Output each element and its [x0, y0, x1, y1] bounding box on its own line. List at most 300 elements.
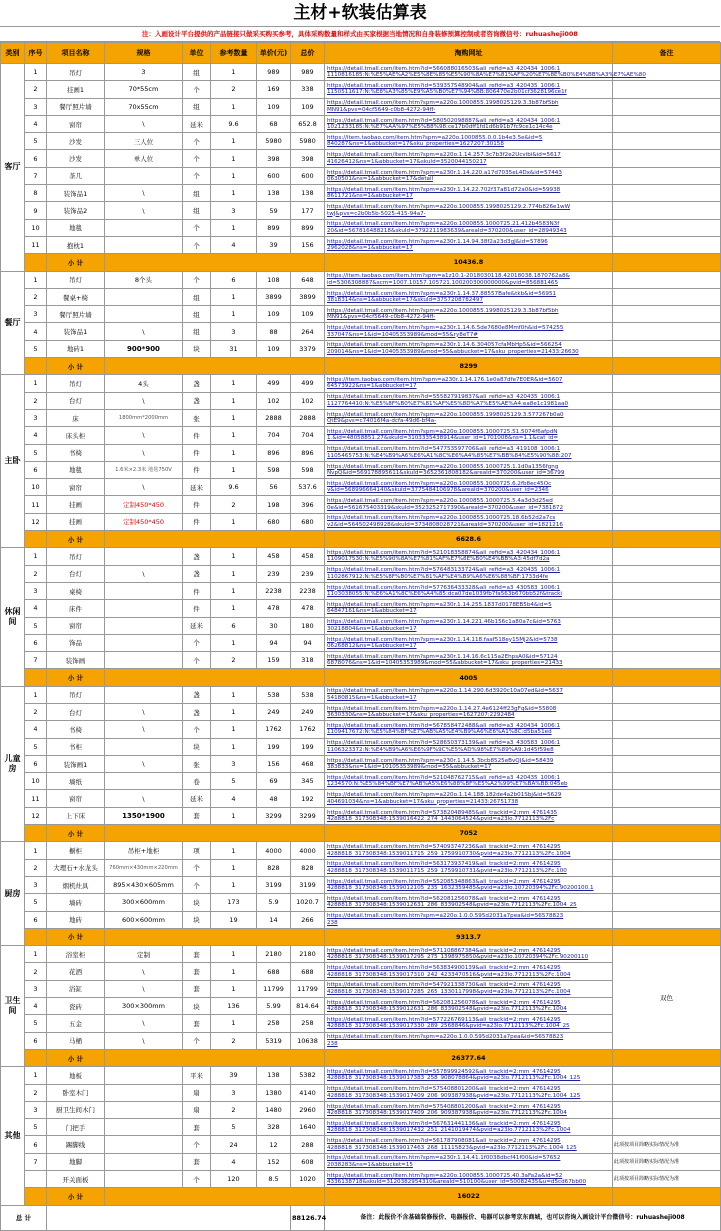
row-price: 138	[257, 1067, 291, 1084]
row-name: 台灯	[47, 703, 105, 720]
url-line-1[interactable]: https://detail.tmall.com/item.htm?id=574093747236&ali_trackid=2:mm_47614295	[327, 844, 561, 851]
row-url-link[interactable]	[325, 790, 613, 807]
url-line-2[interactable]: 1.&id=48058851.27&skuId=3103335438914&user_id=1701008&ns=1.1&cat_id=	[327, 435, 559, 442]
url-line-1[interactable]: https://detail.tmall.com/item.htm?spm=a220o.1.14.188.182de4a2b01Sbj&id=5629	[327, 792, 562, 799]
row-seq: 6	[25, 911, 47, 928]
url-line-1[interactable]: https://detail.tmall.com/item.htm?spm=a220o.1000855.1000725.21.412b4583N3f	[327, 221, 560, 228]
table-row	[1, 617, 721, 634]
table-row	[1, 444, 721, 461]
row-url-link[interactable]	[325, 807, 613, 824]
url-line-2[interactable]: 1150511617:N:%E8%A3%85%E9%A5%B0%E7%94%BB:806470e2b01cf3628196ce1f	[327, 89, 567, 96]
url-line-2[interactable]: id=5306308887&scm=1007.10157.105721.100200300000000&pvid=856881465	[327, 279, 559, 286]
row-url-link[interactable]	[325, 703, 613, 720]
row-total: 5980	[291, 133, 325, 150]
row-total: 4000	[291, 842, 325, 859]
url-line-1[interactable]: https://detail.tmall.com/item.htm?spm=a230r.1.14.6.304057cfaMbHp5&id=566254	[327, 342, 562, 349]
row-url-link[interactable]	[325, 1067, 613, 1084]
row-url-link[interactable]	[325, 185, 613, 202]
row-url-link[interactable]	[325, 876, 613, 893]
url-line-1[interactable]: https://item.taobao.com/item.htm?spm=a1z10.1-2018030118.42018038.1870762a8&	[327, 273, 570, 280]
row-url-link[interactable]	[325, 652, 613, 669]
url-line-1[interactable]: https://detail.tmall.com/item.htm?id=563834900139&ali_trackid=2:mm_47614295	[327, 965, 561, 972]
row-qty: 1	[211, 219, 257, 236]
row-seq: 1	[25, 946, 47, 963]
url-line-1[interactable]: https://detail.tmall.com/item.htm?spm=a230r.1.14.221.46b156c1a80a7c&id=5763	[327, 619, 561, 626]
table-row	[1, 842, 721, 859]
row-url-link[interactable]	[325, 427, 613, 444]
col-category: 类别	[1, 43, 25, 64]
url-line-2[interactable]: 1106323372:N:%E4%B9%A6%E6%9F%9C%E5%AD%98%E7%89%A9:1d45f59e8	[327, 746, 554, 753]
row-url-link[interactable]	[325, 288, 613, 305]
row-name: 瓷砖	[47, 998, 105, 1015]
row-price: 5.99	[257, 998, 291, 1015]
row-name: 窗帘	[47, 115, 105, 132]
url-line-2[interactable]: 54180815&ns=1&abbucket=17	[327, 694, 417, 701]
row-url-link[interactable]	[325, 1119, 613, 1136]
row-url-link[interactable]	[325, 392, 613, 409]
row-total: 5382	[291, 1067, 325, 1084]
row-remark	[613, 479, 721, 496]
row-url-link[interactable]	[325, 617, 613, 634]
url-line-2[interactable]: MN91&pvs=04cf5649-c0b8-4272-94ff-	[327, 106, 436, 113]
url-line-1[interactable]: https://detail.tmall.com/item.htm?id=528650373139&ali_refid=a3_430583_1006:1	[327, 740, 561, 747]
row-url-link[interactable]	[325, 202, 613, 219]
row-qty: 1	[211, 513, 257, 530]
row-qty: 5	[211, 1119, 257, 1136]
table-row	[1, 219, 721, 236]
url-line-2[interactable]: 0630501&ns=1&abbucket=17&detail	[327, 175, 434, 182]
url-line-1[interactable]: https://detail.tmall.com/item.htm?id=552085348863&ali_trackid=2:mm_47614295	[327, 878, 561, 885]
row-url-link[interactable]	[325, 1032, 613, 1049]
url-line-1[interactable]: https://detail.tmall.com/item.htm?id=573820489485&ali_trackid=2:mm_4761435	[327, 809, 558, 816]
row-price: 11799	[257, 980, 291, 997]
row-unit: 个	[183, 721, 211, 738]
row-name: 吊灯	[47, 548, 105, 565]
row-seq: 3	[25, 876, 47, 893]
url-line-2[interactable]: 6878076&ns=1&id=10405353989&mod=55&abbucket=17&sku_properties=21433	[327, 660, 563, 667]
row-price: 199	[257, 738, 291, 755]
room-label: 餐厅	[1, 271, 25, 375]
url-line-1[interactable]: https://detail.tmall.com/item.htm?spm=a220o.1.0.0.595d2031a7pea&id=56578823	[327, 1034, 564, 1041]
row-seq: 5	[25, 894, 47, 911]
row-url-link[interactable]	[325, 306, 613, 323]
url-line-2[interactable]: 238	[327, 919, 338, 926]
url-line-1[interactable]: https://detail.tmall.com/item.htm?id=539357548904&ali_refid=a3_420435_1006:1	[327, 83, 561, 90]
url-line-2[interactable]: 4288818_317308348:1539016422_274_1443064524&pvid=a23lo.7712113%2Fc	[327, 815, 555, 822]
row-remark	[613, 219, 721, 236]
row-name: 门把手	[47, 1119, 105, 1136]
url-line-1[interactable]: https://detail.tmall.com/item.htm?spm=a230r.1.14.6.5de7680e8Mmf0h&id=574255	[327, 325, 564, 332]
row-name: 餐桌+椅	[47, 288, 105, 305]
row-spec	[105, 1119, 183, 1136]
url-line-1[interactable]: https://detail.tmall.com/item.htm?spm=a220o.1000855.1000725.6.2fb8ec45Oc	[327, 480, 552, 487]
url-line-2[interactable]: 1105465753:N:%E4%B9%A6%E6%A1%8C%E6%A4%85%E7%BB%84%E5%90%88:207	[327, 452, 572, 459]
row-total: 266	[291, 911, 325, 928]
row-name: 饰品	[47, 634, 105, 651]
row-unit: 个	[183, 1171, 211, 1188]
url-line-2[interactable]: 209014&ns=1&id=10405353989&mod=55&abbucket=17&sku_properties=21433:26630	[327, 348, 579, 355]
table-row	[1, 894, 721, 911]
url-line-1[interactable]: https://item.taobao.com/item.htm?spm=a230r.1.14.176.1e0a87dfe7E0ER&id=5607	[327, 377, 563, 384]
table-row	[1, 1101, 721, 1118]
row-url-link[interactable]	[325, 1153, 613, 1170]
url-line-1[interactable]: https://detail.tmall.com/item.htm?id=567631441136&ali_trackid=2:mm_47614295	[327, 1120, 561, 1127]
row-seq: 10	[25, 479, 47, 496]
url-line-1[interactable]: https://detail.tmall.com/item.htm?id=562081256078&ali_trackid=2:mm_47614295	[327, 999, 561, 1006]
url-line-2[interactable]: MN91&pvs=04cf5649-c0b8-4272-94ff-	[327, 314, 436, 321]
url-line-1[interactable]: https://detail.tmall.com/item.htm?id=575408801200&ali_trackid=2:mm_47614295	[327, 1103, 561, 1110]
row-url-link[interactable]	[325, 721, 613, 738]
url-line-2[interactable]: twJ&pvs=c2b0b5b-5025-415-94a7-	[327, 210, 426, 217]
url-line-2[interactable]: 1102867912:N:%E5%8F%B0%E7%81%AF%E4%B9%A6%E6%88%BF:1733d4fe	[327, 573, 549, 580]
row-remark	[613, 686, 721, 703]
url-line-2[interactable]: 4288818_317308348:1539017310_242_4233470516&pvid=a23lo.7712113%2Fc.1004	[327, 971, 571, 978]
row-seq: 2	[25, 859, 47, 876]
url-line-2[interactable]: 383833&ns=1&id=10105353989&mod=55&abbucket=17	[327, 764, 492, 771]
url-line-1[interactable]: https://detail.tmall.com/item.htm?id=563173937419&ali_trackid=2:mm_47614295	[327, 861, 561, 868]
table-row	[1, 548, 721, 565]
row-url-link[interactable]	[325, 582, 613, 599]
row-url-link[interactable]	[325, 513, 613, 530]
row-qty: 1	[211, 634, 257, 651]
row-url-link[interactable]	[325, 271, 613, 288]
url-line-1[interactable]: https://detail.tmall.com/item.htm?id=547753597706&ali_refid=a3_419108_1006:1	[327, 446, 561, 453]
row-unit: 套	[183, 1015, 211, 1032]
row-price: 398	[257, 150, 291, 167]
row-total: 538	[291, 686, 325, 703]
row-total: 828	[291, 859, 325, 876]
row-name: 台灯	[47, 565, 105, 582]
url-line-2[interactable]: 0e&id=561675403319&skuId=3523252717390&areaId=370200&user_id=7381872	[327, 504, 564, 511]
row-qty: 9.6	[211, 115, 257, 132]
row-remark	[613, 202, 721, 219]
row-price: 239	[257, 565, 291, 582]
url-line-1[interactable]: https://detail.tmall.com/item.htm?id=571108867384&ali_trackid=2:mm_47614295	[327, 947, 561, 954]
row-qty: 173	[211, 894, 257, 911]
row-qty: 9.6	[211, 479, 257, 496]
url-line-1[interactable]: https://detail.tmall.com/item.htm?spm=a220o.1.14.290.6d3920c10a07ed&id=5637	[327, 688, 563, 695]
row-price: 249	[257, 703, 291, 720]
grand-total-label: 总 计	[1, 1205, 47, 1230]
url-line-1[interactable]: https://detail.tmall.com/item.htm?spm=a220o.1000855.1998025129.2.774b826e1wW	[327, 204, 571, 211]
table-row	[1, 306, 721, 323]
url-line-2[interactable]: 4288818_317308348:1539017383_258_908078864&pvid=a23lo.7712113%2Fc.1004_125	[327, 1075, 581, 1082]
url-line-1[interactable]: https://detail.tmall.com/item.htm?spm=a220o.1000855.1000725.5.4a3d3d25ed	[327, 498, 553, 505]
row-price: 159	[257, 652, 291, 669]
url-line-2[interactable]: 4288818_317308348:1539017295_275_1398975850&pvid=a23lo.10720394%2Fc.90200110	[327, 954, 589, 961]
url-line-2[interactable]: QtE9&pvs=c74016f4a-dcfa-49d6-bf4a-	[327, 418, 437, 425]
url-line-1[interactable]: https://detail.tmall.com/item.htm?spm=a230r.1.14.37.88557Bafe&tkb&id=56951	[327, 290, 557, 297]
url-line-2[interactable]: 1109017530:N:%E5%90%8A%E7%81%AF%E7%8E%B0%E4%BB%A3:45df7d2a	[327, 556, 550, 563]
row-url-link[interactable]	[325, 773, 613, 790]
url-line-1[interactable]: https://detail.tmall.com/item.htm?id=566088016503&ali_refid=a3_420434_1006:1	[327, 65, 561, 72]
row-remark	[613, 773, 721, 790]
row-url-link[interactable]	[325, 894, 613, 911]
table-row	[1, 461, 721, 478]
url-line-2[interactable]: 4288818_317308348:1539012631_286_833902548&pvid=a23lo.7712113%2Fc.1004	[327, 1006, 567, 1013]
col-seq: 序号	[25, 43, 47, 64]
table-row	[1, 1119, 721, 1136]
row-url-link[interactable]	[325, 340, 613, 357]
row-remark	[613, 755, 721, 772]
url-line-2[interactable]: 4288818_317308348:1539012105_235_1632359485&pvid=a23lo.10720394%2Fc.90200100.1	[327, 885, 594, 892]
url-line-2[interactable]: 840287&ns=1&abbucket=17&sku_properties=1627207:30158	[327, 141, 504, 148]
url-line-1[interactable]: https://detail.tmall.com/item.htm?id=575408801200&ali_trackid=2:mm_47614295	[327, 1086, 561, 1093]
subtotal-label: 小 计	[47, 1049, 105, 1066]
row-url-link[interactable]	[325, 600, 613, 617]
row-total: 109	[291, 98, 325, 115]
url-line-2[interactable]: 2962028&ns=1&abbucket=17	[327, 245, 413, 252]
row-qty: 2	[211, 81, 257, 98]
row-name: 厨卫生间木门	[47, 1101, 105, 1118]
row-price: 152	[257, 1153, 291, 1170]
url-line-1[interactable]: https://detail.tmall.com/item.htm?spm=a230r.1.14.22.702f37a81d72a0&id=59938	[327, 186, 561, 193]
row-total: 468	[291, 755, 325, 772]
url-line-1[interactable]: https://detail.tmall.com/item.htm?spm=a230r.1.14.255.1837d0178EB5b4&id=5	[327, 601, 552, 608]
subtotal-row	[1, 358, 721, 375]
url-line-1[interactable]: https://detail.tmall.com/item.htm?spm=a230r.1.14.220.a17d7035eL4Dx&id=57443	[327, 169, 562, 176]
url-line-1[interactable]: https://detail.tmall.com/item.htm?spm=a230r.1.14.118.faaf518ey15Mj2&id=5738	[327, 636, 558, 643]
row-spec	[105, 1136, 183, 1153]
row-price: 88	[257, 323, 291, 340]
url-line-1[interactable]: https://detail.tmall.com/item.htm?id=557899924592&ali_trackid=2:mm_47614295	[327, 1068, 561, 1075]
url-line-1[interactable]: https://detail.tmall.com/item.htm?spm=a220o.1000855.1000725.18.6b52d2a7cs	[327, 515, 556, 522]
row-url-link[interactable]	[325, 219, 613, 236]
url-line-2[interactable]: 30218804&ns=1&abbucket=17	[327, 625, 417, 632]
row-url-link[interactable]	[325, 461, 613, 478]
url-line-1[interactable]: https://detail.tmall.com/item.htm?spm=a220o.1.14.27.4e6124ff23gFq&id=55808	[327, 705, 557, 712]
table-row	[1, 271, 721, 288]
row-name: 窗帘	[47, 790, 105, 807]
row-url-link[interactable]	[325, 409, 613, 426]
row-remark	[613, 306, 721, 323]
row-qty: 2	[211, 652, 257, 669]
row-total: 814.64	[291, 998, 325, 1015]
url-line-1[interactable]: https://detail.tmall.com/item.htm?spm=a230r.1.14.5.3bcb8525eBvQJ&id=58439	[327, 757, 554, 764]
url-line-1[interactable]: https://detail.tmall.com/item.htm?spm=a220o.1000855.1998025129.3.577267b0a0	[327, 411, 564, 418]
url-line-2[interactable]: NvpQ&id=569178895611&skuId=3652361808182&areaId=370200&user_id=36799	[327, 469, 565, 476]
url-line-1[interactable]: https://detail.tmall.com/item.htm?spm=a220o.1.14.257.3c7b3f2e2Ucvibi&id=5617	[327, 152, 561, 159]
url-line-2[interactable]: 4336138718&skuId=3120382954310&areaId=510100&user_id=50082435&u=d5cd67bb00	[327, 1179, 586, 1186]
row-url-link[interactable]	[325, 946, 613, 963]
url-line-1[interactable]: https://detail.tmall.com/item.htm?id=562081256078&ali_trackid=2:mm_47614295	[327, 895, 561, 902]
room-label: 儿童房	[1, 686, 25, 842]
url-line-2[interactable]: 4288818_317308348:1539017409_206_909387938&pvid=a23lo.7712113%2Fc.1004	[327, 1109, 567, 1116]
row-url-link[interactable]	[325, 911, 613, 928]
row-spec: \	[105, 963, 183, 980]
row-price: 828	[257, 859, 291, 876]
url-line-1[interactable]: https://detail.tmall.com/item.htm?spm=a220o.1.0.0.595d2031a7pea&id=56578823	[327, 913, 564, 920]
row-url-link[interactable]	[325, 496, 613, 513]
row-url-link[interactable]	[325, 323, 613, 340]
row-url-link[interactable]	[325, 1101, 613, 1118]
row-remark: 双色	[613, 946, 721, 1050]
row-url-link[interactable]	[325, 236, 613, 253]
row-url-link[interactable]	[325, 444, 613, 461]
row-url-link[interactable]	[325, 479, 613, 496]
row-seq: 2	[25, 81, 47, 98]
url-line-1[interactable]: https://detail.tmall.com/item.htm?spm=a220o.1000855.1998025129.3.3b87bf5bh	[327, 307, 559, 314]
url-line-1[interactable]: https://detail.tmall.com/item.htm?spm=a230r.1.14.94.38f2a23d3gJ&id=57896	[327, 238, 548, 245]
row-unit: 套	[183, 946, 211, 963]
row-url-link[interactable]	[325, 1015, 613, 1032]
url-line-2[interactable]: 20&id=567816488218&skuId=3792211983639&areaId=370200&user_id=28949343	[327, 227, 567, 234]
row-url-link[interactable]	[325, 565, 613, 582]
row-url-link[interactable]	[325, 980, 613, 997]
row-url-link[interactable]	[325, 1136, 613, 1153]
row-remark	[613, 81, 721, 98]
url-line-2[interactable]: 1109417672:N:%E5%84%BF%E7%AB%A5%E4%B9%A6%E6%A1%8C:d5ba51ed	[327, 729, 552, 736]
url-line-2[interactable]: 3818314&ns=1&abbucket=17&skuId=3757208782497	[327, 297, 484, 303]
url-line-1[interactable]: https://detail.tmall.com/item.htm?spm=a230r.1.14.41.1f0038dbcf41f00&id=57652	[327, 1155, 561, 1162]
table-body	[1, 64, 721, 1206]
url-line-2[interactable]: 4288818_317308348:1539011715_259_1759910730&pvid=a23lo.7712113%2Fc.1004	[327, 850, 571, 857]
url-line-1[interactable]: https://detail.tmall.com/item.htm?id=547921338730&ali_trackid=2:mm_47614295	[327, 982, 561, 989]
row-url-link[interactable]	[325, 133, 613, 150]
col-total: 总价	[291, 43, 325, 64]
row-url-link[interactable]	[325, 738, 613, 755]
row-price: 56	[257, 479, 291, 496]
url-line-1[interactable]: https://detail.tmall.com/item.htm?id=577636433328&ali_refid=a3_430583_1006:1	[327, 584, 561, 591]
row-remark	[613, 582, 721, 599]
row-url-link[interactable]	[325, 686, 613, 703]
row-url-link[interactable]	[325, 859, 613, 876]
url-line-2[interactable]: 4288818_317308348:1539011715_259_1759910731&pvid=a23lo.7712113%2Fc.100	[327, 867, 567, 874]
url-line-2[interactable]: 4288818_317308348:1539017432_251_2141019474&pvid=a23lo.7712113%2Fc.1004	[327, 1127, 571, 1134]
url-line-2[interactable]: v2&id=564502498928&skuId=3734808028721&areaId=370200&user_id=1821216	[327, 521, 563, 528]
row-unit: 扇	[183, 1084, 211, 1101]
row-unit: 组	[183, 64, 211, 81]
row-name: 沙发	[47, 150, 105, 167]
url-line-1[interactable]: https://item.taobao.com/item.htm?spm=a220o.1000855.0.0.1b4e3.5e&id=5	[327, 134, 543, 141]
table-row	[1, 600, 721, 617]
row-price: 989	[257, 64, 291, 81]
url-line-1[interactable]: https://detail.tmall.com/item.htm?spm=a230r.1.14.16.6c115a2EhpsA0&id=57124	[327, 653, 558, 660]
row-total: 1020	[291, 1171, 325, 1188]
url-line-1[interactable]: https://detail.tmall.com/item.htm?id=561787908081&ali_trackid=2:mm_47614295	[327, 1138, 561, 1145]
row-remark	[613, 652, 721, 669]
url-line-2[interactable]: 4288818_317308348:1539017330_289_2568846&pvid=a23lo.7712113%2Fc.1004_25	[327, 1023, 570, 1030]
subtotal-row	[1, 531, 721, 548]
row-url-link[interactable]	[325, 842, 613, 859]
row-spec: 4头	[105, 375, 183, 392]
row-url-link[interactable]	[325, 548, 613, 565]
row-url-link[interactable]	[325, 115, 613, 132]
row-qty: 1	[211, 185, 257, 202]
row-spec: 300×300mm	[105, 998, 183, 1015]
url-line-2[interactable]: 2038283&ns=1&abbucket=15	[327, 1161, 413, 1168]
row-seq: 6	[25, 755, 47, 772]
url-line-2[interactable]: 4288818_317308348:1539017409_206_909387938&pvid=a23lo.7712113%2Fc.1004_125	[327, 1092, 581, 1099]
url-line-1[interactable]: https://detail.tmall.com/item.htm?id=580502098887&ali_refid=a3_420434_1006:1	[327, 117, 561, 124]
row-total: 288	[291, 1136, 325, 1153]
url-line-1[interactable]: https://detail.tmall.com/item.htm?id=555827919837&ali_refid=a3_420435_1006:1	[327, 394, 561, 401]
url-line-2[interactable]: 06268812&ns=1&abbucket=17	[327, 642, 417, 649]
url-line-1[interactable]: https://detail.tmall.com/item.htm?id=521048762715&ali_refid=a3_420435_1006:1	[327, 774, 561, 781]
url-line-2[interactable]: 4288818_317308348:1539017285_265_1330117998&pvid=a23lo.7712113%2Fc.1004	[327, 988, 571, 995]
row-spec: 定制450*450	[105, 513, 183, 530]
url-line-2[interactable]: 337047&ns=1&id=10405353989&mod=55&ry8eT7#	[327, 331, 478, 338]
url-line-2[interactable]: 3630330&ns=1&abbucket=17&sku_properties=1627207:2292484	[327, 712, 515, 719]
subtotal-value: 6628.6	[325, 531, 613, 548]
row-url-link[interactable]	[325, 81, 613, 98]
row-qty: 1	[211, 565, 257, 582]
row-url-link[interactable]	[325, 98, 613, 115]
row-remark	[613, 1101, 721, 1118]
row-url-link[interactable]	[325, 1171, 613, 1188]
row-unit: 个	[183, 1032, 211, 1049]
table-row	[1, 876, 721, 893]
row-url-link[interactable]	[325, 375, 613, 392]
url-line-2[interactable]: 64573922&ns=1&abbucket=17	[327, 383, 417, 390]
row-seq: 7	[25, 167, 47, 184]
url-line-2[interactable]: 1110816185:N:%E5%AE%A2%E5%8E%85%E5%90%8A%E7%81%AF%20%E7%8E%B0%E4%BB%A3%E7%AE%80	[327, 72, 646, 79]
row-spec: 8个头	[105, 271, 183, 288]
row-url-link[interactable]	[325, 998, 613, 1015]
row-url-link[interactable]	[325, 64, 646, 81]
row-name: 吊灯	[47, 64, 105, 81]
url-line-1[interactable]: https://detail.tmall.com/item.htm?id=567858472488&ali_refid=a3_420434_1006:1	[327, 723, 561, 730]
url-line-2[interactable]: 8611721&ns=1&abbucket=17	[327, 193, 413, 200]
row-url-link[interactable]	[325, 634, 613, 651]
url-line-2[interactable]: 1127764410:N:%E5%8F%B0%E7%81%AF%E5%8D%A7%E5%AE%A4:ea8e1c1981aa0	[327, 400, 569, 407]
row-url-link[interactable]	[325, 150, 613, 167]
subtotal-row	[1, 669, 721, 686]
url-line-2[interactable]: 1021233185:N:%E7%AA%97%E5%B8%98:ce17b0dff1fd1d6b91b7fc9ce1c14c4e	[327, 124, 553, 131]
url-line-1[interactable]: https://detail.tmall.com/item.htm?spm=a220o.1000855.1998025129.3.3b87bf5bh	[327, 100, 559, 107]
url-line-2[interactable]: 1234570:N:%E5%84%BF%E7%AB%A5%E6%88%BF%E5%A2%99%E7%BA%B8:045eb	[327, 781, 568, 788]
url-line-2[interactable]: 41626412&ns=1&abbucket=17&skuId=3520044150217	[327, 158, 487, 165]
subtotal-row	[1, 928, 721, 945]
url-line-1[interactable]: https://detail.tmall.com/item.htm?spm=a220o.1000855.1000725.1.1d0a1356fgng	[327, 463, 559, 470]
url-line-1[interactable]: https://detail.tmall.com/item.htm?id=521018358874&ali_refid=a3_420434_1006:1	[327, 550, 561, 557]
row-name: 五金	[47, 1015, 105, 1032]
row-remark	[613, 876, 721, 893]
row-spec	[105, 738, 183, 755]
row-spec: 900*900	[105, 340, 183, 357]
row-url-link[interactable]	[325, 167, 613, 184]
url-line-1[interactable]: https://detail.tmall.com/item.htm?id=577226769113&ali_trackid=2:mm_47614295	[327, 1017, 561, 1024]
row-url-link[interactable]	[325, 963, 613, 980]
url-line-1[interactable]: https://detail.tmall.com/item.htm?id=576483133724&ali_refid=a3_420435_1006:1	[327, 567, 561, 574]
col-url: 淘购网址	[325, 43, 613, 64]
url-line-2[interactable]: 404691034&ns=1&abbucket=17&sku_properties=21433:26751738	[327, 798, 519, 805]
row-unit: 延米	[183, 790, 211, 807]
row-remark: 此项按项目简略实际情况为准	[613, 1136, 721, 1153]
url-line-2[interactable]: v&id=568996664140&skuId=3775484106978&areaId=370200&user_id=2346	[327, 487, 549, 494]
row-remark: 此项按项目简略实际情况为准	[613, 1171, 721, 1188]
url-line-2[interactable]: 64847161&ns=1&abbucket=17	[327, 608, 417, 615]
row-price: 169	[257, 81, 291, 98]
row-qty: 3	[211, 755, 257, 772]
url-line-1[interactable]: https://detail.tmall.com/item.htm?spm=a220o.1000855.1000725.40.3aFa2a&id=52	[327, 1172, 563, 1179]
row-unit: 个	[183, 167, 211, 184]
url-line-2[interactable]: 4288818_317308348:1539017463_268_11115823&pvid=a23lo.7712113%2Fc.1004_125	[327, 1144, 577, 1151]
url-line-1[interactable]: https://detail.tmall.com/item.htm?spm=a220o.1000855.1000725.51.5074f6afpdN	[327, 428, 558, 435]
row-url-link[interactable]	[325, 1084, 613, 1101]
row-unit: 套	[183, 1153, 211, 1170]
row-unit: 盏	[183, 375, 211, 392]
table-row	[1, 634, 721, 651]
row-url-link[interactable]	[325, 755, 613, 772]
row-name: 台灯	[47, 392, 105, 409]
table-row	[1, 911, 721, 928]
url-line-2[interactable]: 4288818_317308348:1539012631_286_833902548&pvid=a23lo.7712113%2Fc.1004_25	[327, 902, 577, 909]
row-unit: 盏	[183, 686, 211, 703]
url-line-2[interactable]: 1103038055:N:%E6%A1%8C%E6%A4%85:dca07de1039fb7fa563b670bb52f&tracki	[327, 591, 562, 598]
url-line-2[interactable]: 238	[327, 1040, 338, 1047]
row-name: 书椅	[47, 444, 105, 461]
